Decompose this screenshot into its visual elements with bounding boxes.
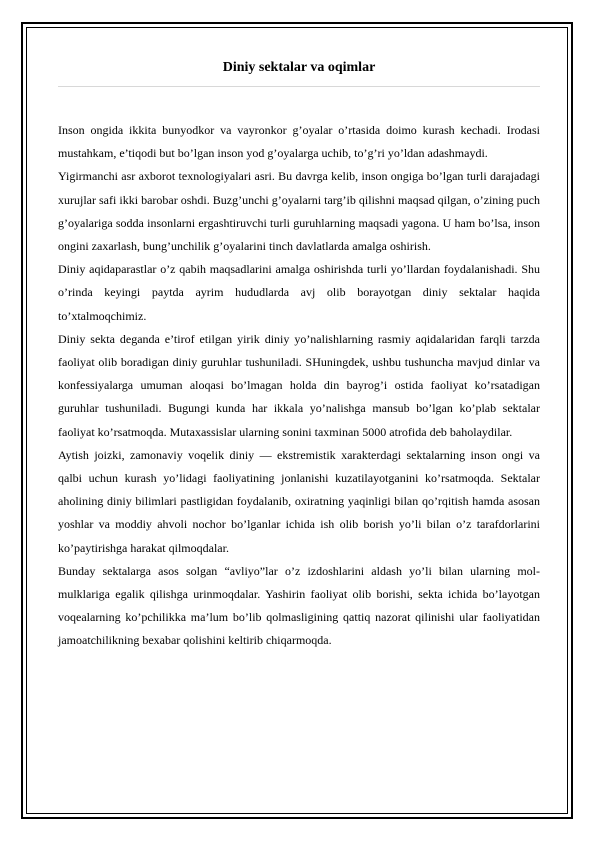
- document-body: [58, 119, 540, 653]
- paragraph: Yigirmanchi asr axborot texnologiyalari asri. Bu davrga kelib, inson ongiga bo’lgan turli darajadagi xurujlar safi ikki barobar oshdi. Buzg’unchi g’oyalarni targ’ib qilishni maqsad qilgan, o’zining puch g’oyalariga sodda insonlarni ergashtiruvchi turli guruhlarning maqsadi yagona. U ham bo’lsa, inson ongini zaxarlash, bung’unchilik g’oyalarini tinch davlatlarda amalga oshirish.: [58, 169, 540, 254]
- paragraph: Aytish joizki, zamonaviy voqelik diniy — ekstremistik xarakterdagi sektalarning inson ongi va qalbi uchun kurash yo’lidagi faoliyatining jonlanishi kuzatilayotganini ko’rsatmoqda. Sektalar aholining diniy bilimlari pastligidan foydalanib, oxiratning yaqinligi bilan qo’rqitish hamda asosan yoshlar va moddiy ahvoli nochor bo’lganlar ichida ish olib borish yo’li bilan o’z tarafdorlarini ko’paytirishga harakat qilmoqdalar.: [58, 447, 540, 555]
- document-title: Diniy sektalar va oqimlar: [222, 60, 376, 75]
- paragraph: Bunday sektalarga asos solgan “avliyo”lar o’z izdoshlarini aldash yo’li bilan ularning mol-mulklariga egalik qilishga urinmoqdalar. Yashirin faoliyat olib borishi, sekta ichida bo’layotgan voqealarning ko’pchilikka ma’lum bo’lib qolmasligining qattiq nazorat qilinishi ular faoliyatidan jamoatchilikning bexabar qolishini keltirib chiqarmoqda.: [58, 563, 540, 648]
- title-divider: [58, 86, 540, 87]
- paragraph: Diniy aqidaparastlar o’z qabih maqsadlarini amalga oshirishda turli yo’llardan foydalanishadi. Shu o’rinda keyingi paytda ayrim hududlarda avj olib borayotgan diniy sektalar haqida to’xtalmoqchimiz.: [58, 262, 540, 323]
- paragraph: Inson ongida ikkita bunyodkor va vayronkor g’oyalar o’rtasida doimo kurash kechadi. Irodasi mustahkam, e’tiqodi but bo’lgan inson yod g’oyalarga uchib, to’g’ri yo’ldan adashmaydi.: [58, 123, 540, 161]
- paragraph: Diniy sekta deganda e’tirof etilgan yirik diniy yo’nalishlarning rasmiy aqidalaridan farqli tarzda faoliyat olib boradigan diniy guruhlar tushuniladi. SHuningdek, ushbu tushuncha mavjud dinlar va konfessiyalarga umuman aloqasi bo’lmagan holda din bayrog’i ostida faoliyat ko’rsatadigan guruhlar tushuniladi. Bugungi kunda har ikkala yo’nalishga mansub bo’lgan ko’plab sektalar faoliyat ko’rsatmoqda. Mutaxassislar ularning sonini taxminan 5000 atrofida deb baholaydilar.: [58, 331, 540, 439]
